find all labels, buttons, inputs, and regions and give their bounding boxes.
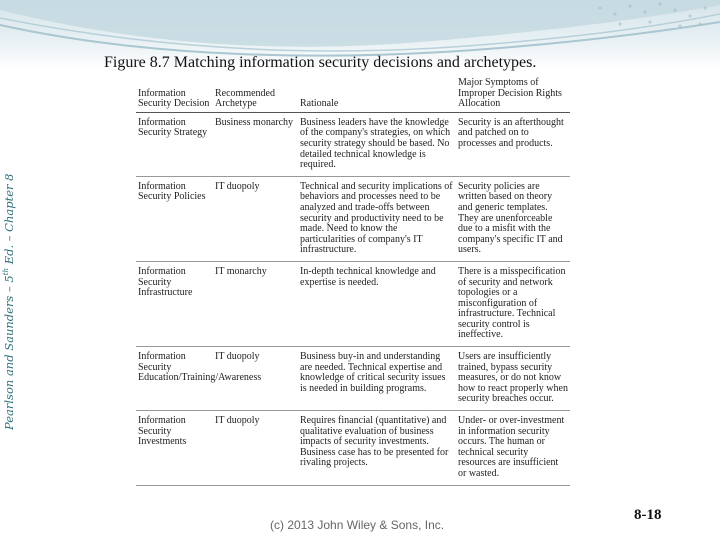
figure-title: Figure 8.7 Matching information security decisions and archetypes. — [104, 54, 537, 71]
cell-rationale: Business buy-in and understanding are needed. Technical expertise and knowledge of critical security issues is needed in building programs. — [298, 347, 456, 411]
cell-symptoms: There is a misspecification of security and network topologies or a misconfiguration of infrastructure. Technical security control is ineffective. — [456, 261, 570, 346]
cell-decision: Information Security Infrastructure — [136, 261, 213, 346]
table-header-row — [136, 78, 570, 112]
table-row — [136, 176, 570, 261]
cell-decision: Information Security Investments — [136, 411, 213, 486]
cell-rationale: In-depth technical knowledge and expertise is needed. — [298, 261, 456, 346]
cell-symptoms: Security is an afterthought and patched on to processes and products. — [456, 112, 570, 176]
cell-rationale: Business leaders have the knowledge of the company's strategies, on which security strategy should be based. No detailed technical knowledge is required. — [298, 112, 456, 176]
cell-archetype: IT duopoly — [213, 347, 298, 411]
table-row — [136, 112, 570, 176]
table-row — [136, 411, 570, 486]
cell-decision: Information Security Policies — [136, 176, 213, 261]
copyright-footer: (c) 2013 John Wiley & Sons, Inc. — [270, 518, 445, 532]
table-row — [136, 347, 570, 411]
cell-archetype: IT monarchy — [213, 261, 298, 346]
header-decision: Information Security Decision — [136, 78, 213, 112]
cell-archetype: IT duopoly — [213, 176, 298, 261]
cell-archetype: Business monarchy — [213, 112, 298, 176]
cell-symptoms: Users are insufficiently trained, bypass security measures, or do not know how to react properly when security breaches occur. — [456, 347, 570, 411]
table-row — [136, 261, 570, 346]
cell-symptoms: Under- or over-investment in information security occurs. The human or technical security resources are insufficient or wasted. — [456, 411, 570, 486]
side-chapter-label: Pearlson and Saunders – 5th Ed. – Chapter 8 — [2, 173, 16, 430]
cell-decision: Information Security Strategy — [136, 112, 213, 176]
page-number: 8-18 — [634, 507, 662, 523]
cell-rationale: Requires financial (quantitative) and qualitative evaluation of business impacts of security investments. Business case has to be presented for rivaling projects. — [298, 411, 456, 486]
header-symptoms: Major Symptoms of Improper Decision Rights Allocation — [456, 78, 570, 112]
header-archetype: Recommended Archetype — [213, 78, 298, 112]
cell-decision: Information Security Education/Training/Awareness — [136, 347, 213, 411]
cell-rationale: Technical and security implications of behaviors and processes need to be analyzed and trade-offs between security and productivity need to be made. Need to know the particularities of company's IT infrastructure. — [298, 176, 456, 261]
cell-archetype: IT duopoly — [213, 411, 298, 486]
decision-archetype-table — [136, 78, 570, 486]
header-rationale: Rationale — [298, 78, 456, 112]
cell-symptoms: Security policies are written based on theory and generic templates. They are unenforceable due to a misfit with the company's specific IT and users. — [456, 176, 570, 261]
